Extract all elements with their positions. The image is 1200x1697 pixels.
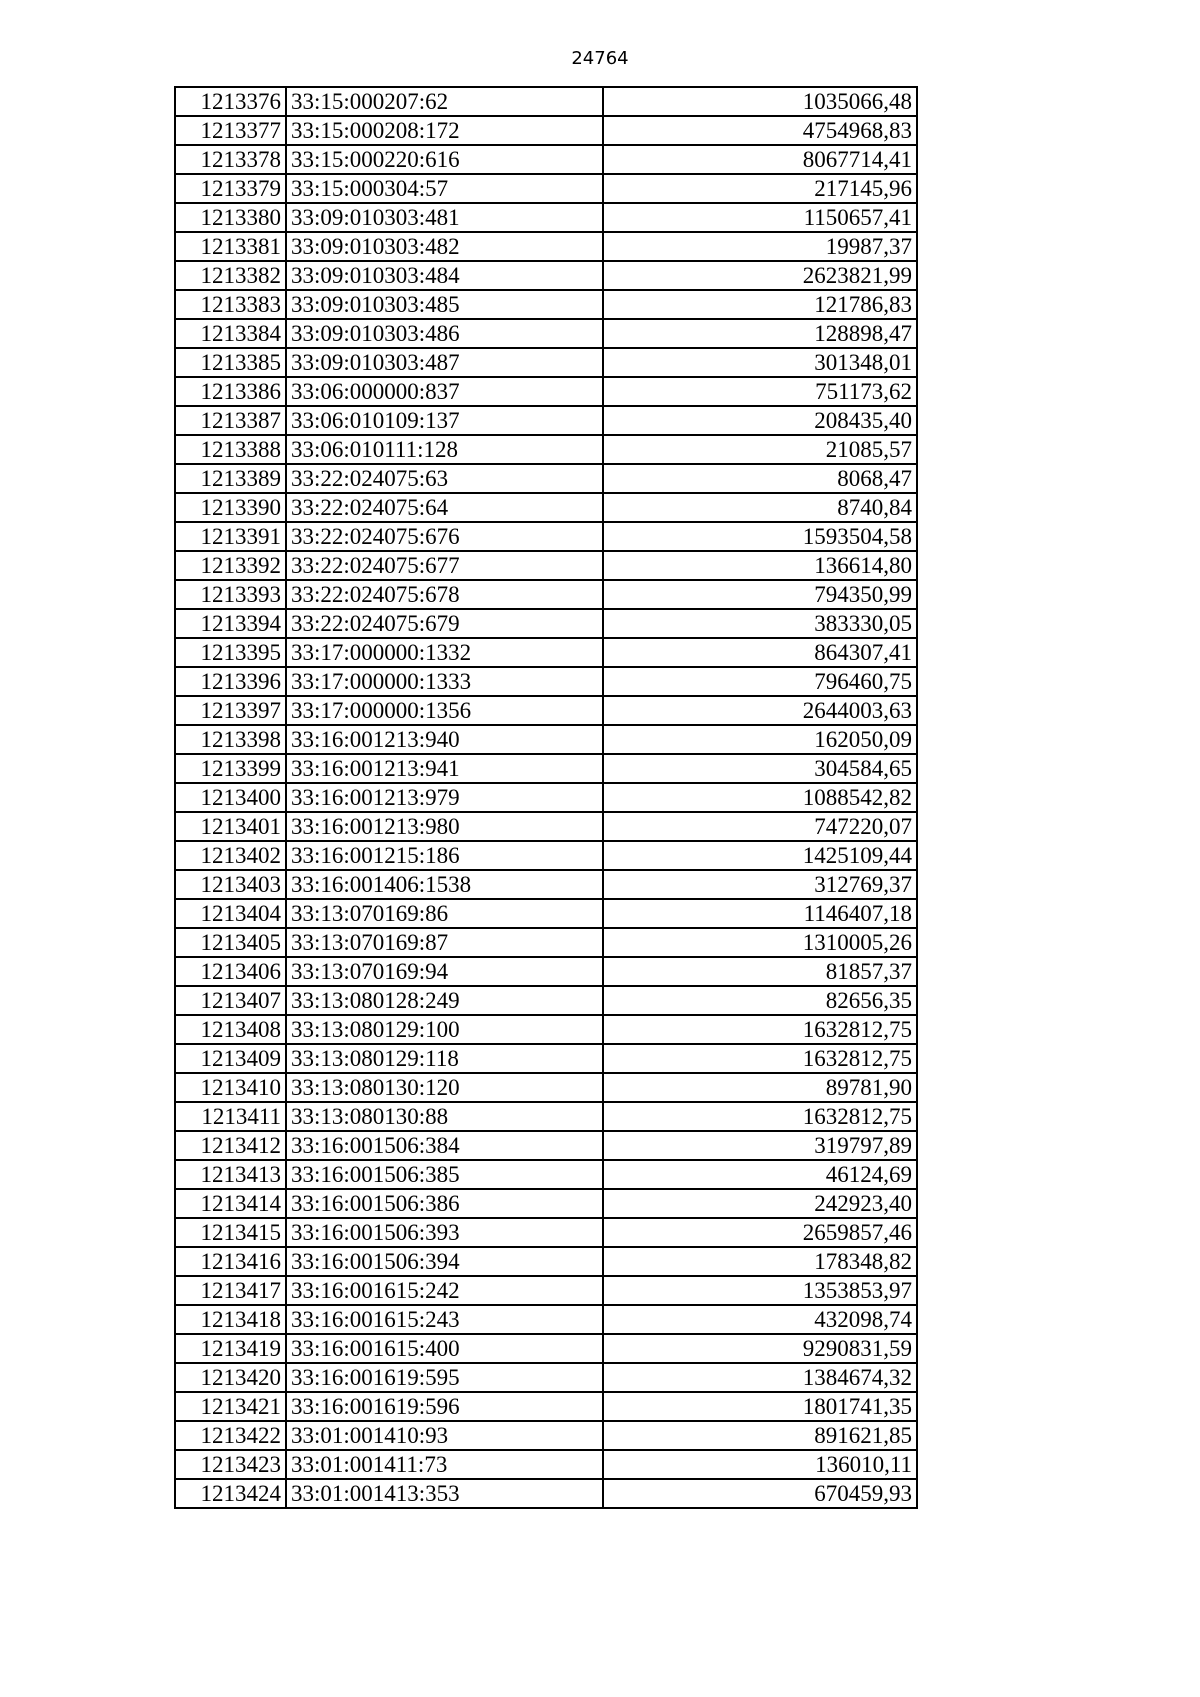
table-row [175, 290, 917, 319]
table-row [175, 580, 917, 609]
record-number-cell: 1213418 [175, 1305, 286, 1334]
record-number-cell: 1213403 [175, 870, 286, 899]
record-number-cell: 1213400 [175, 783, 286, 812]
record-number-cell: 1213383 [175, 290, 286, 319]
cadastral-number-cell: 33:13:080129:100 [286, 1015, 603, 1044]
record-number-cell: 1213424 [175, 1479, 286, 1508]
record-number-cell: 1213398 [175, 725, 286, 754]
table-row [175, 1450, 917, 1479]
table-row [175, 870, 917, 899]
cadastral-number-cell: 33:09:010303:486 [286, 319, 603, 348]
cadastral-number-cell: 33:13:070169:86 [286, 899, 603, 928]
cadastral-number-cell: 33:15:000208:172 [286, 116, 603, 145]
cadastral-value-cell: 46124,69 [603, 1160, 917, 1189]
cadastral-number-cell: 33:22:024075:64 [286, 493, 603, 522]
table-row [175, 609, 917, 638]
cadastral-number-cell: 33:15:000304:57 [286, 174, 603, 203]
cadastral-value-cell: 19987,37 [603, 232, 917, 261]
table-row [175, 232, 917, 261]
record-number-cell: 1213417 [175, 1276, 286, 1305]
record-number-cell: 1213381 [175, 232, 286, 261]
table-row [175, 725, 917, 754]
cadastral-value-cell: 670459,93 [603, 1479, 917, 1508]
table-row [175, 1131, 917, 1160]
cadastral-number-cell: 33:16:001506:385 [286, 1160, 603, 1189]
record-number-cell: 1213385 [175, 348, 286, 377]
cadastral-value-cell: 2659857,46 [603, 1218, 917, 1247]
cadastral-value-cell: 9290831,59 [603, 1334, 917, 1363]
cadastral-number-cell: 33:01:001410:93 [286, 1421, 603, 1450]
cadastral-number-cell: 33:22:024075:679 [286, 609, 603, 638]
cadastral-value-cell: 319797,89 [603, 1131, 917, 1160]
table-row [175, 145, 917, 174]
record-number-cell: 1213378 [175, 145, 286, 174]
record-number-cell: 1213423 [175, 1450, 286, 1479]
cadastral-value-cell: 1310005,26 [603, 928, 917, 957]
cadastral-number-cell: 33:16:001615:243 [286, 1305, 603, 1334]
table-row [175, 754, 917, 783]
cadastral-value-cell: 4754968,83 [603, 116, 917, 145]
record-number-cell: 1213377 [175, 116, 286, 145]
table-row [175, 319, 917, 348]
table-row [175, 812, 917, 841]
table-row [175, 667, 917, 696]
table-row [175, 1160, 917, 1189]
table-row [175, 696, 917, 725]
table-row [175, 1044, 917, 1073]
cadastral-number-cell: 33:17:000000:1356 [286, 696, 603, 725]
record-number-cell: 1213388 [175, 435, 286, 464]
cadastral-number-cell: 33:16:001213:941 [286, 754, 603, 783]
record-number-cell: 1213405 [175, 928, 286, 957]
record-number-cell: 1213422 [175, 1421, 286, 1450]
record-number-cell: 1213384 [175, 319, 286, 348]
cadastral-number-cell: 33:13:070169:94 [286, 957, 603, 986]
cadastral-value-cell: 178348,82 [603, 1247, 917, 1276]
cadastral-number-cell: 33:22:024075:676 [286, 522, 603, 551]
table-row [175, 522, 917, 551]
table-row [175, 1073, 917, 1102]
record-number-cell: 1213376 [175, 87, 286, 116]
table-row [175, 551, 917, 580]
record-number-cell: 1213392 [175, 551, 286, 580]
cadastral-number-cell: 33:16:001215:186 [286, 841, 603, 870]
cadastral-number-cell: 33:16:001213:940 [286, 725, 603, 754]
cadastral-value-cell: 2644003,63 [603, 696, 917, 725]
cadastral-value-cell: 81857,37 [603, 957, 917, 986]
table-row [175, 1102, 917, 1131]
table-row [175, 435, 917, 464]
record-number-cell: 1213408 [175, 1015, 286, 1044]
cadastral-value-cell: 21085,57 [603, 435, 917, 464]
record-number-cell: 1213389 [175, 464, 286, 493]
page-number: 24764 [571, 48, 629, 69]
record-number-cell: 1213411 [175, 1102, 286, 1131]
cadastral-number-cell: 33:16:001506:384 [286, 1131, 603, 1160]
cadastral-number-cell: 33:09:010303:484 [286, 261, 603, 290]
cadastral-value-cell: 242923,40 [603, 1189, 917, 1218]
table-row [175, 464, 917, 493]
cadastral-value-cell: 8068,47 [603, 464, 917, 493]
cadastral-value-cell: 432098,74 [603, 1305, 917, 1334]
table-row [175, 261, 917, 290]
record-number-cell: 1213395 [175, 638, 286, 667]
cadastral-number-cell: 33:13:080130:120 [286, 1073, 603, 1102]
record-number-cell: 1213386 [175, 377, 286, 406]
record-number-cell: 1213419 [175, 1334, 286, 1363]
table-row [175, 1305, 917, 1334]
cadastral-value-cell: 1593504,58 [603, 522, 917, 551]
cadastral-number-cell: 33:09:010303:485 [286, 290, 603, 319]
record-number-cell: 1213402 [175, 841, 286, 870]
cadastral-number-cell: 33:13:080130:88 [286, 1102, 603, 1131]
table-row [175, 493, 917, 522]
cadastral-number-cell: 33:16:001619:596 [286, 1392, 603, 1421]
table-row [175, 638, 917, 667]
cadastral-value-cell: 304584,65 [603, 754, 917, 783]
cadastral-value-cell: 121786,83 [603, 290, 917, 319]
cadastral-number-cell: 33:01:001411:73 [286, 1450, 603, 1479]
cadastral-value-cell: 1353853,97 [603, 1276, 917, 1305]
table-row [175, 1189, 917, 1218]
cadastral-value-table [174, 86, 918, 1509]
cadastral-value-cell: 128898,47 [603, 319, 917, 348]
table-row [175, 1392, 917, 1421]
cadastral-number-cell: 33:15:000220:616 [286, 145, 603, 174]
cadastral-value-cell: 89781,90 [603, 1073, 917, 1102]
cadastral-number-cell: 33:16:001506:394 [286, 1247, 603, 1276]
record-number-cell: 1213396 [175, 667, 286, 696]
record-number-cell: 1213401 [175, 812, 286, 841]
cadastral-number-cell: 33:16:001615:242 [286, 1276, 603, 1305]
cadastral-number-cell: 33:09:010303:487 [286, 348, 603, 377]
table-row [175, 986, 917, 1015]
cadastral-number-cell: 33:17:000000:1332 [286, 638, 603, 667]
cadastral-value-cell: 217145,96 [603, 174, 917, 203]
record-number-cell: 1213404 [175, 899, 286, 928]
cadastral-value-cell: 1384674,32 [603, 1363, 917, 1392]
record-number-cell: 1213391 [175, 522, 286, 551]
record-number-cell: 1213407 [175, 986, 286, 1015]
table-row [175, 841, 917, 870]
table-row [175, 1479, 917, 1508]
record-number-cell: 1213421 [175, 1392, 286, 1421]
table-row [175, 1015, 917, 1044]
cadastral-value-cell: 8067714,41 [603, 145, 917, 174]
cadastral-number-cell: 33:22:024075:677 [286, 551, 603, 580]
record-number-cell: 1213379 [175, 174, 286, 203]
table-row [175, 203, 917, 232]
record-number-cell: 1213394 [175, 609, 286, 638]
table-row [175, 899, 917, 928]
cadastral-number-cell: 33:09:010303:482 [286, 232, 603, 261]
cadastral-value-cell: 301348,01 [603, 348, 917, 377]
table-row [175, 1247, 917, 1276]
cadastral-number-cell: 33:09:010303:481 [286, 203, 603, 232]
table-row [175, 348, 917, 377]
table-row [175, 87, 917, 116]
table-body [175, 87, 917, 1508]
cadastral-value-cell: 751173,62 [603, 377, 917, 406]
cadastral-value-cell: 864307,41 [603, 638, 917, 667]
record-number-cell: 1213413 [175, 1160, 286, 1189]
cadastral-value-cell: 8740,84 [603, 493, 917, 522]
cadastral-value-cell: 383330,05 [603, 609, 917, 638]
cadastral-value-cell: 136614,80 [603, 551, 917, 580]
cadastral-value-cell: 136010,11 [603, 1450, 917, 1479]
cadastral-value-cell: 747220,07 [603, 812, 917, 841]
cadastral-number-cell: 33:17:000000:1333 [286, 667, 603, 696]
table-row [175, 1421, 917, 1450]
record-number-cell: 1213416 [175, 1247, 286, 1276]
cadastral-value-cell: 1632812,75 [603, 1015, 917, 1044]
cadastral-value-cell: 2623821,99 [603, 261, 917, 290]
cadastral-number-cell: 33:01:001413:353 [286, 1479, 603, 1508]
cadastral-value-cell: 794350,99 [603, 580, 917, 609]
cadastral-value-cell: 208435,40 [603, 406, 917, 435]
cadastral-number-cell: 33:16:001213:979 [286, 783, 603, 812]
cadastral-number-cell: 33:13:080128:249 [286, 986, 603, 1015]
cadastral-value-cell: 1150657,41 [603, 203, 917, 232]
cadastral-number-cell: 33:06:010109:137 [286, 406, 603, 435]
record-number-cell: 1213420 [175, 1363, 286, 1392]
record-number-cell: 1213412 [175, 1131, 286, 1160]
table-row [175, 783, 917, 812]
cadastral-value-cell: 1632812,75 [603, 1044, 917, 1073]
cadastral-value-cell: 1801741,35 [603, 1392, 917, 1421]
cadastral-value-cell: 312769,37 [603, 870, 917, 899]
cadastral-number-cell: 33:16:001506:386 [286, 1189, 603, 1218]
cadastral-number-cell: 33:22:024075:63 [286, 464, 603, 493]
record-number-cell: 1213390 [175, 493, 286, 522]
cadastral-number-cell: 33:13:080129:118 [286, 1044, 603, 1073]
record-number-cell: 1213399 [175, 754, 286, 783]
table-row [175, 1276, 917, 1305]
cadastral-number-cell: 33:06:010111:128 [286, 435, 603, 464]
cadastral-value-cell: 1146407,18 [603, 899, 917, 928]
cadastral-value-cell: 891621,85 [603, 1421, 917, 1450]
record-number-cell: 1213415 [175, 1218, 286, 1247]
record-number-cell: 1213393 [175, 580, 286, 609]
cadastral-value-cell: 1035066,48 [603, 87, 917, 116]
table-row [175, 116, 917, 145]
cadastral-number-cell: 33:15:000207:62 [286, 87, 603, 116]
cadastral-number-cell: 33:16:001213:980 [286, 812, 603, 841]
table-row [175, 406, 917, 435]
table-row [175, 1334, 917, 1363]
cadastral-number-cell: 33:16:001615:400 [286, 1334, 603, 1363]
record-number-cell: 1213409 [175, 1044, 286, 1073]
table-row [175, 1218, 917, 1247]
cadastral-value-cell: 1088542,82 [603, 783, 917, 812]
cadastral-number-cell: 33:13:070169:87 [286, 928, 603, 957]
record-number-cell: 1213414 [175, 1189, 286, 1218]
record-number-cell: 1213406 [175, 957, 286, 986]
cadastral-number-cell: 33:22:024075:678 [286, 580, 603, 609]
cadastral-value-cell: 1632812,75 [603, 1102, 917, 1131]
record-number-cell: 1213410 [175, 1073, 286, 1102]
cadastral-value-cell: 1425109,44 [603, 841, 917, 870]
cadastral-value-cell: 162050,09 [603, 725, 917, 754]
table-row [175, 377, 917, 406]
table-row [175, 174, 917, 203]
cadastral-value-cell: 82656,35 [603, 986, 917, 1015]
record-number-cell: 1213387 [175, 406, 286, 435]
cadastral-number-cell: 33:06:000000:837 [286, 377, 603, 406]
cadastral-number-cell: 33:16:001619:595 [286, 1363, 603, 1392]
table-row [175, 957, 917, 986]
table-row [175, 1363, 917, 1392]
record-number-cell: 1213397 [175, 696, 286, 725]
cadastral-value-cell: 796460,75 [603, 667, 917, 696]
table-row [175, 928, 917, 957]
cadastral-number-cell: 33:16:001406:1538 [286, 870, 603, 899]
record-number-cell: 1213380 [175, 203, 286, 232]
record-number-cell: 1213382 [175, 261, 286, 290]
cadastral-number-cell: 33:16:001506:393 [286, 1218, 603, 1247]
